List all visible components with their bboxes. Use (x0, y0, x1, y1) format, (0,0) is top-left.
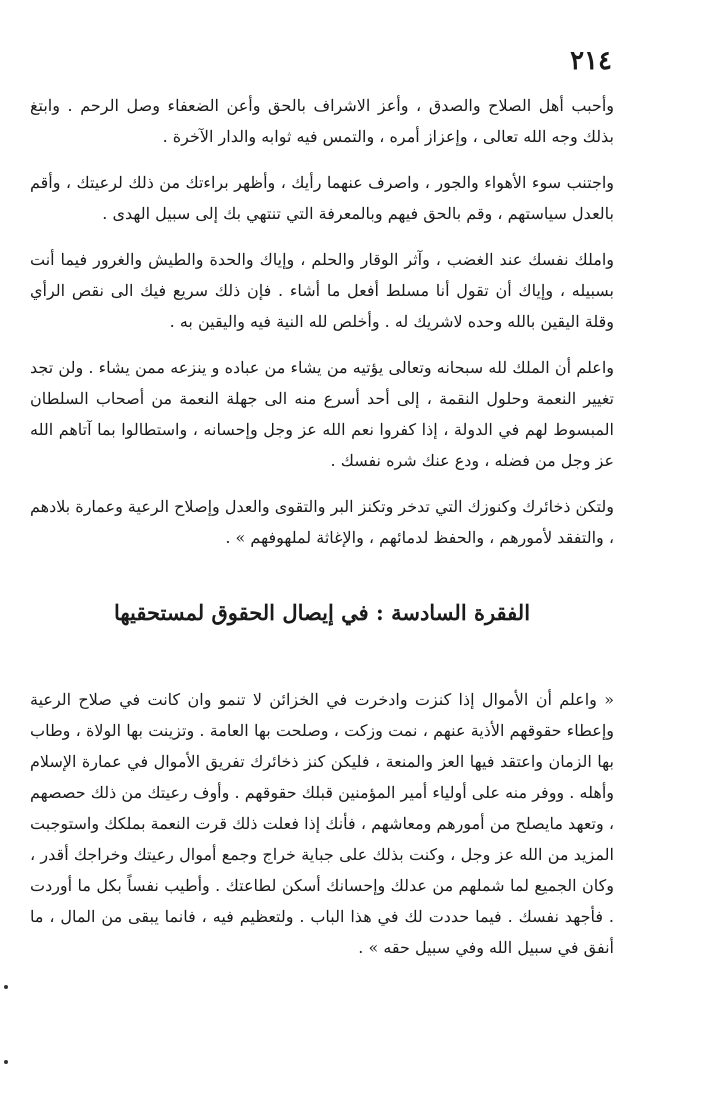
paragraph-6: « واعلم أن الأموال إذا كنزت وادخرت في الخزائن لا تنمو وان كانت في صلاح الرعية وإعطاء حقوقهم الأذية عنهم ، نمت وزكت ، وصلحت بها العامة . وتزينت بها الولاة ، وطاب بها الزمان واعتقد فيها العز والمنعة ، فليكن كنز ذخائرك تفريق الأموال في عمارة الإسلام وأهله . ووفر منه على أولياء أمير المؤمنين قبلك حقوقهم . وأوف رعيتك من ذلك حصصهم ، وتعهد مايصلح من أمورهم ومعاشهم ، فأنك إذا فعلت ذلك قرت النعمة بملكك واستوجبت المزيد من الله عز وجل ، وكنت بذلك على جباية خراج وجمع أموال رعيتك وخراجك أقدر ، وكان الجميع لما شملهم من عدلك وإحسانك أسكن لطاعتك . وأطيب نفساً بكل ما أوردت . فأجهد نفسك . فيما حددت لك في هذا الباب . ولتعظيم فيه ، فانما يبقى من المال ، ما أنفق في سبيل الله وفي سبيل حقه » . (30, 690, 615, 957)
paragraph-1: وأحبب أهل الصلاح والصدق ، وأعز الاشراف بالحق وأعن الضعفاء وصل الرحم . وابتغ بذلك وجه الله تعالى ، وإعزاز أمره ، والتمس فيه ثوابه والدار الآخرة . (30, 96, 614, 146)
page-number: ٢١٤ (570, 46, 612, 76)
paragraph-4: واعلم أن الملك لله سبحانه وتعالى يؤتيه من يشاء من عباده و ينزعه ممن يشاء . ولن تجد تغيير النعمة وحلول النقمة ، إلى أحد أسرع منه الى جهلة النعمة من أصحاب السلطان المبسوط لهم في الدولة ، إذا كفروا نعم الله عز وجل وإحسانه ، واستطالوا بما آتاهم الله عز وجل من فضله ، ودع عنك شره نفسك . (30, 358, 614, 470)
margin-mark (4, 985, 8, 989)
paragraph-3: واملك نفسك عند الغضب ، وآثر الوقار والحلم ، وإياك والحدة والطيش والغرور فيما أنت بسبيله ، وإياك أن تقول أنا مسلط أفعل ما أشاء . فإن ذلك سريع فيك الى نقص الرأي وقلة اليقين بالله وحده لاشريك له . وأخلص لله النية فيه واليقين به . (30, 250, 615, 331)
margin-mark (4, 1060, 8, 1064)
paragraph-5: ولتكن ذخائرك وكنوزك التي تدخر وتكنز البر والتقوى والعدل وإصلاح الرعية وعمارة بلادهم ، والتفقد لأمورهم ، والحفظ لدمائهم ، والإغاثة لملهوفهم » . (30, 497, 614, 547)
section-heading: الفقرة السادسة : في إيصال الحقوق لمستحقيها (113, 600, 531, 625)
paragraph-2: واجتنب سوء الأهواء والجور ، واصرف عنهما رأيك ، وأظهر براءتك من ذلك لرعيتك ، وأقم بالعدل سياستهم ، وقم بالحق فيهم وبالمعرفة التي تنتهي بك إلى سبيل الهدى . (30, 173, 614, 223)
